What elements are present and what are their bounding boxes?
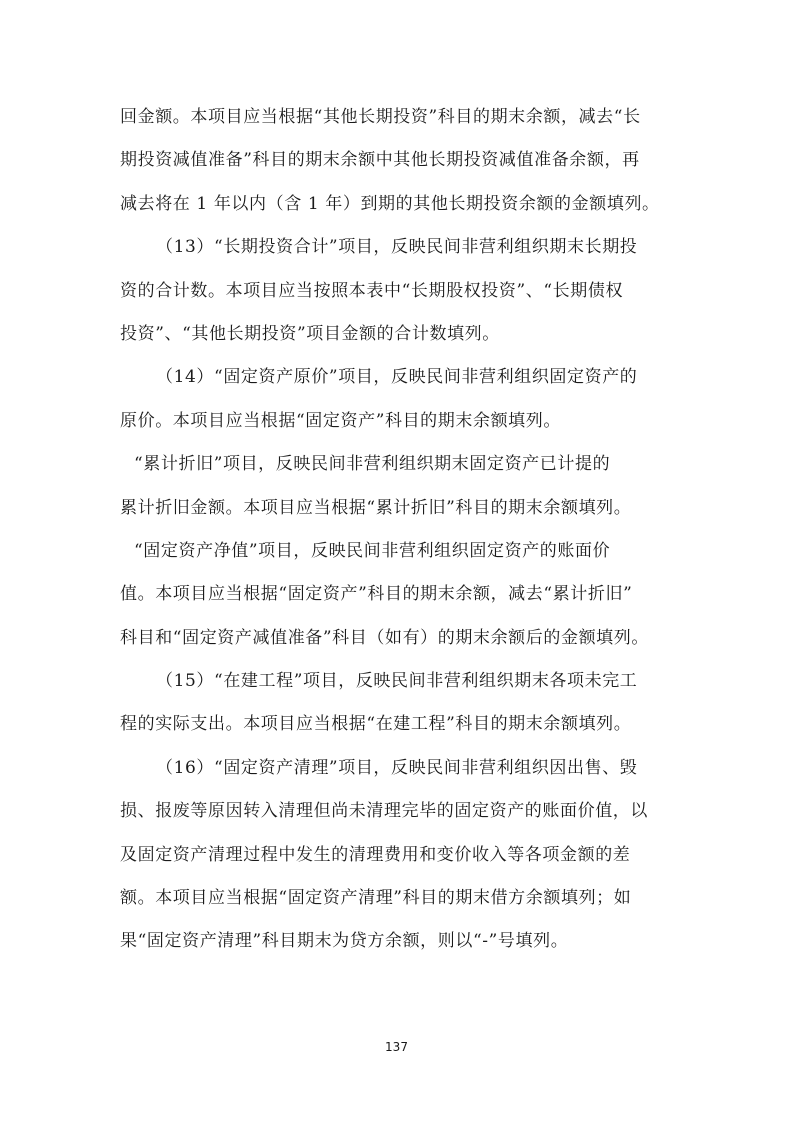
text-line-5: 资的合计数。本项目应当按照本表中“长期股权投资”、“长期债权 [120,280,624,301]
text-line-19: 额。本项目应当根据“固定资产清理”科目的期末借方余额填列；如 [120,888,632,909]
text-line-20: 果“固定资产清理”科目期末为贷方余额，则以“-”号填列。 [120,931,569,952]
page-number: 137 [385,1040,408,1054]
item-15-first-line: （15）“在建工程”项目，反映民间非营利组织期末各项未完工 [156,671,638,692]
text-line-2: 期投资减值准备”科目的期末余额中其他长期投资减值准备余额，再 [120,150,640,171]
net-fixed-assets-line: “固定资产净值”项目，反映民间非营利组织固定资产的账面价 [134,540,611,561]
body-text [120,96,686,964]
text-line-12: 值。本项目应当根据“固定资产”科目的期末余额，减去“累计折旧” [120,584,633,605]
text-line-13: 科目和“固定资产减值准备”科目（如有）的期末余额后的金额填列。 [120,627,649,648]
item-13-first-line: （13）“长期投资合计”项目，反映民间非营利组织期末长期投 [156,237,638,258]
text-line-3: 减去将在 1 年以内（含 1 年）到期的其他长期投资余额的金额填列。 [120,193,660,214]
text-line-15: 程的实际支出。本项目应当根据“在建工程”科目的期末余额填列。 [120,714,632,735]
text-line-18: 及固定资产清理过程中发生的清理费用和变价收入等各项金额的差 [120,844,631,865]
item-14-first-line: （14）“固定资产原价”项目，反映民间非营利组织固定资产的 [156,367,638,388]
accumulated-depreciation-line: “累计折旧”项目，反映民间非营利组织期末固定资产已计提的 [134,454,611,475]
text-line-8: 原价。本项目应当根据“固定资产”科目的期末余额填列。 [120,410,561,431]
item-16-first-line: （16）“固定资产清理”项目，反映民间非营利组织因出售、毁 [156,757,638,778]
text-line-17: 损、报废等原因转入清理但尚未清理完毕的固定资产的账面价值，以 [120,801,648,822]
text-line-1: 回金额。本项目应当根据“其他长期投资”科目的期末余额，减去“长 [120,107,641,127]
text-line-10: 累计折旧金额。本项目应当根据“累计折旧”科目的期末余额填列。 [120,497,632,518]
text-line-6: 投资”、“其他长期投资”项目金额的合计数填列。 [120,323,500,344]
